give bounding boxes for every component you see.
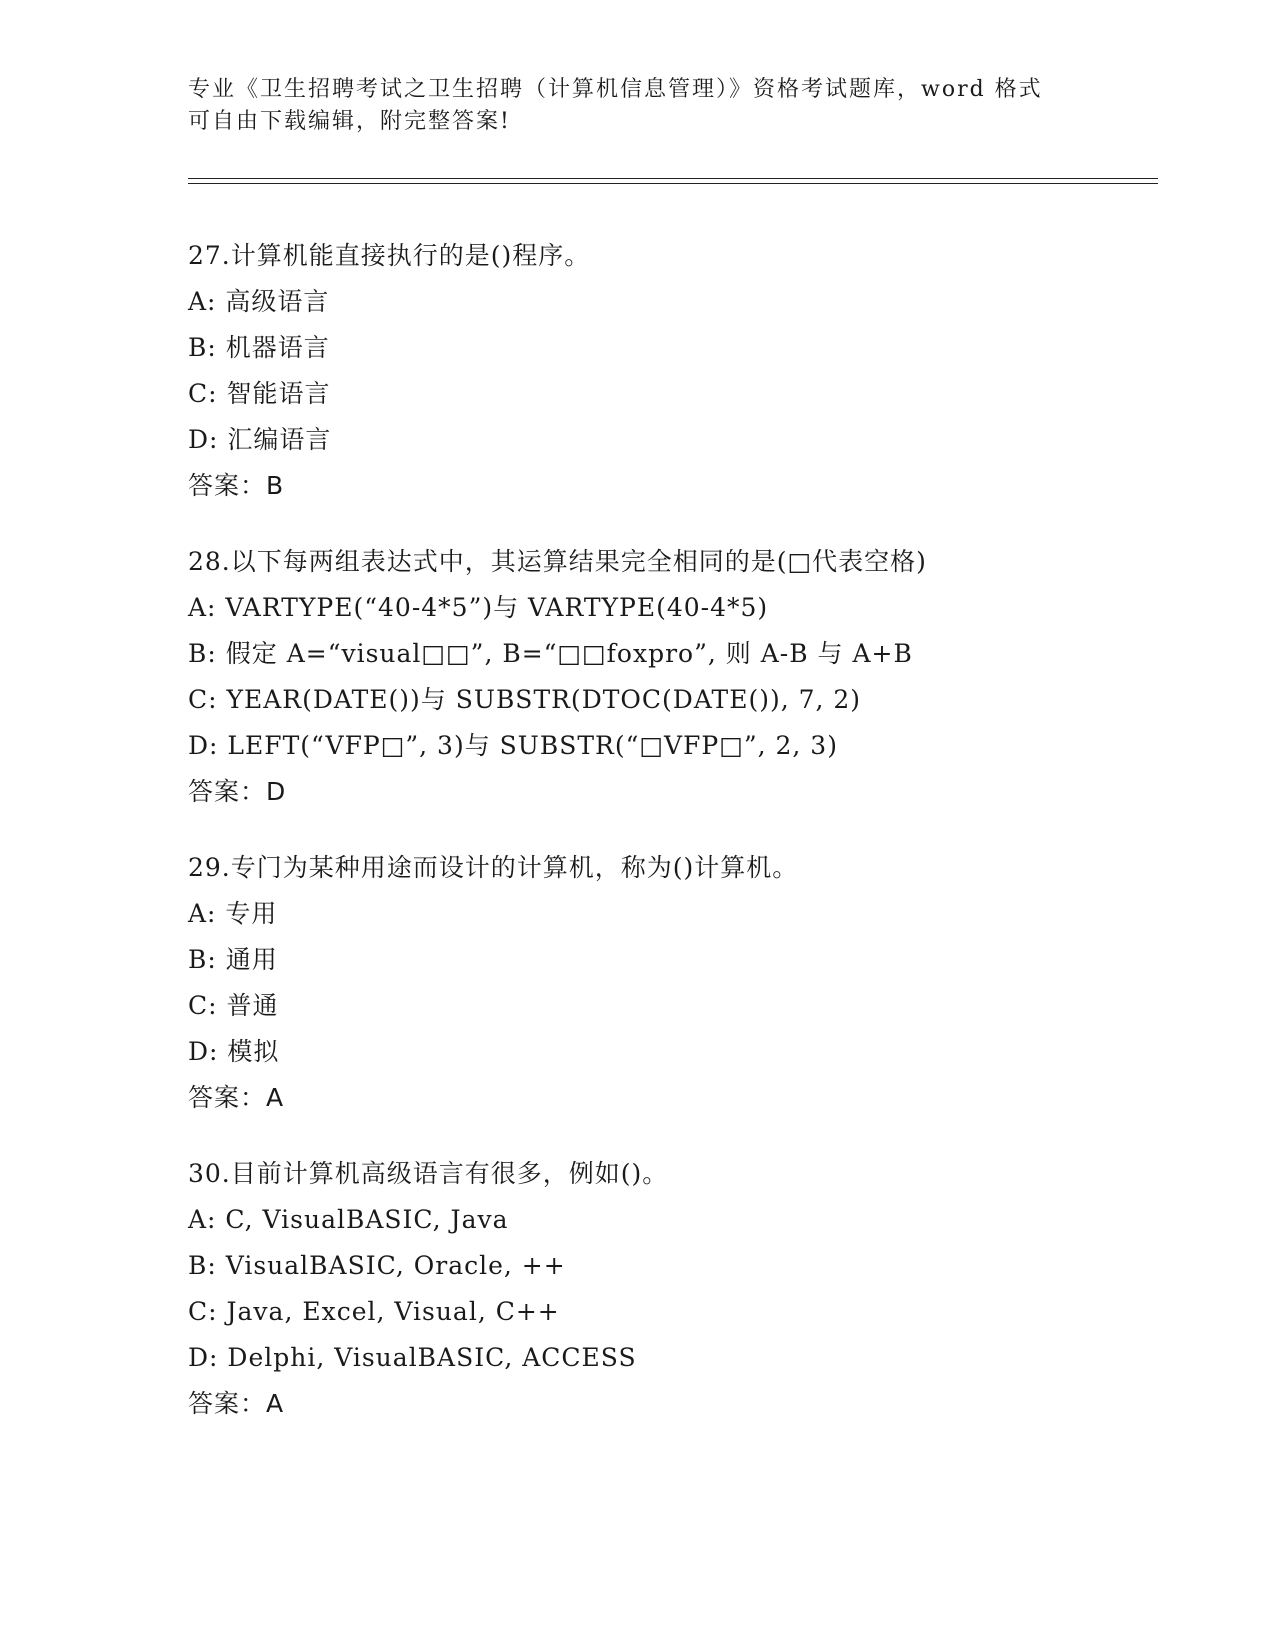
option-a: A: C, VisualBASIC, Java xyxy=(188,1205,509,1234)
header-divider-bottom xyxy=(188,183,1158,184)
header-divider-top xyxy=(188,178,1158,179)
question-list xyxy=(188,233,1168,1457)
question-title: 27.计算机能直接执行的是()程序。 xyxy=(188,241,591,270)
header-line-1: 专业《卫生招聘考试之卫生招聘（计算机信息管理）》资格考试题库，word 格式 xyxy=(188,77,1043,102)
answer-line: 答案：D xyxy=(188,777,287,806)
question-title: 30.目前计算机高级语言有很多，例如()。 xyxy=(188,1159,669,1188)
option-c: C: Java, Excel, Visual, C++ xyxy=(188,1297,560,1326)
question-title: 28.以下每两组表达式中，其运算结果完全相同的是(□代表空格) xyxy=(188,547,927,576)
answer-line: 答案：B xyxy=(188,471,285,500)
question-title: 29.专门为某种用途而设计的计算机，称为()计算机。 xyxy=(188,853,799,882)
answer-line: 答案：A xyxy=(188,1389,285,1418)
answer-line: 答案：A xyxy=(188,1083,285,1112)
option-b: B: 机器语言 xyxy=(188,333,330,362)
header-line-2: 可自由下载编辑，附完整答案! xyxy=(188,109,511,134)
option-b: B: VisualBASIC, Oracle, ++ xyxy=(188,1251,566,1280)
option-b: B: 通用 xyxy=(188,945,278,974)
question-28 xyxy=(188,539,1168,815)
option-a: A: 高级语言 xyxy=(188,287,330,316)
option-d: D: LEFT(“VFP□”, 3)与 SUBSTR(“□VFP□”, 2, 3) xyxy=(188,731,838,760)
option-c: C: 智能语言 xyxy=(188,379,331,408)
question-30 xyxy=(188,1151,1168,1427)
question-27 xyxy=(188,233,1168,509)
option-b: B: 假定 A=“visual□□”, B=“□□foxpro”, 则 A-B 与 A+B xyxy=(188,639,913,668)
option-a: A: VARTYPE(“40-4*5”)与 VARTYPE(40-4*5) xyxy=(188,593,769,622)
question-29 xyxy=(188,845,1168,1121)
option-d: D: 汇编语言 xyxy=(188,425,332,454)
option-a: A: 专用 xyxy=(188,899,278,928)
document-header xyxy=(188,74,1088,138)
option-d: D: Delphi, VisualBASIC, ACCESS xyxy=(188,1343,637,1372)
option-d: D: 模拟 xyxy=(188,1037,280,1066)
option-c: C: YEAR(DATE())与 SUBSTR(DTOC(DATE()), 7, 2) xyxy=(188,685,862,714)
option-c: C: 普通 xyxy=(188,991,279,1020)
